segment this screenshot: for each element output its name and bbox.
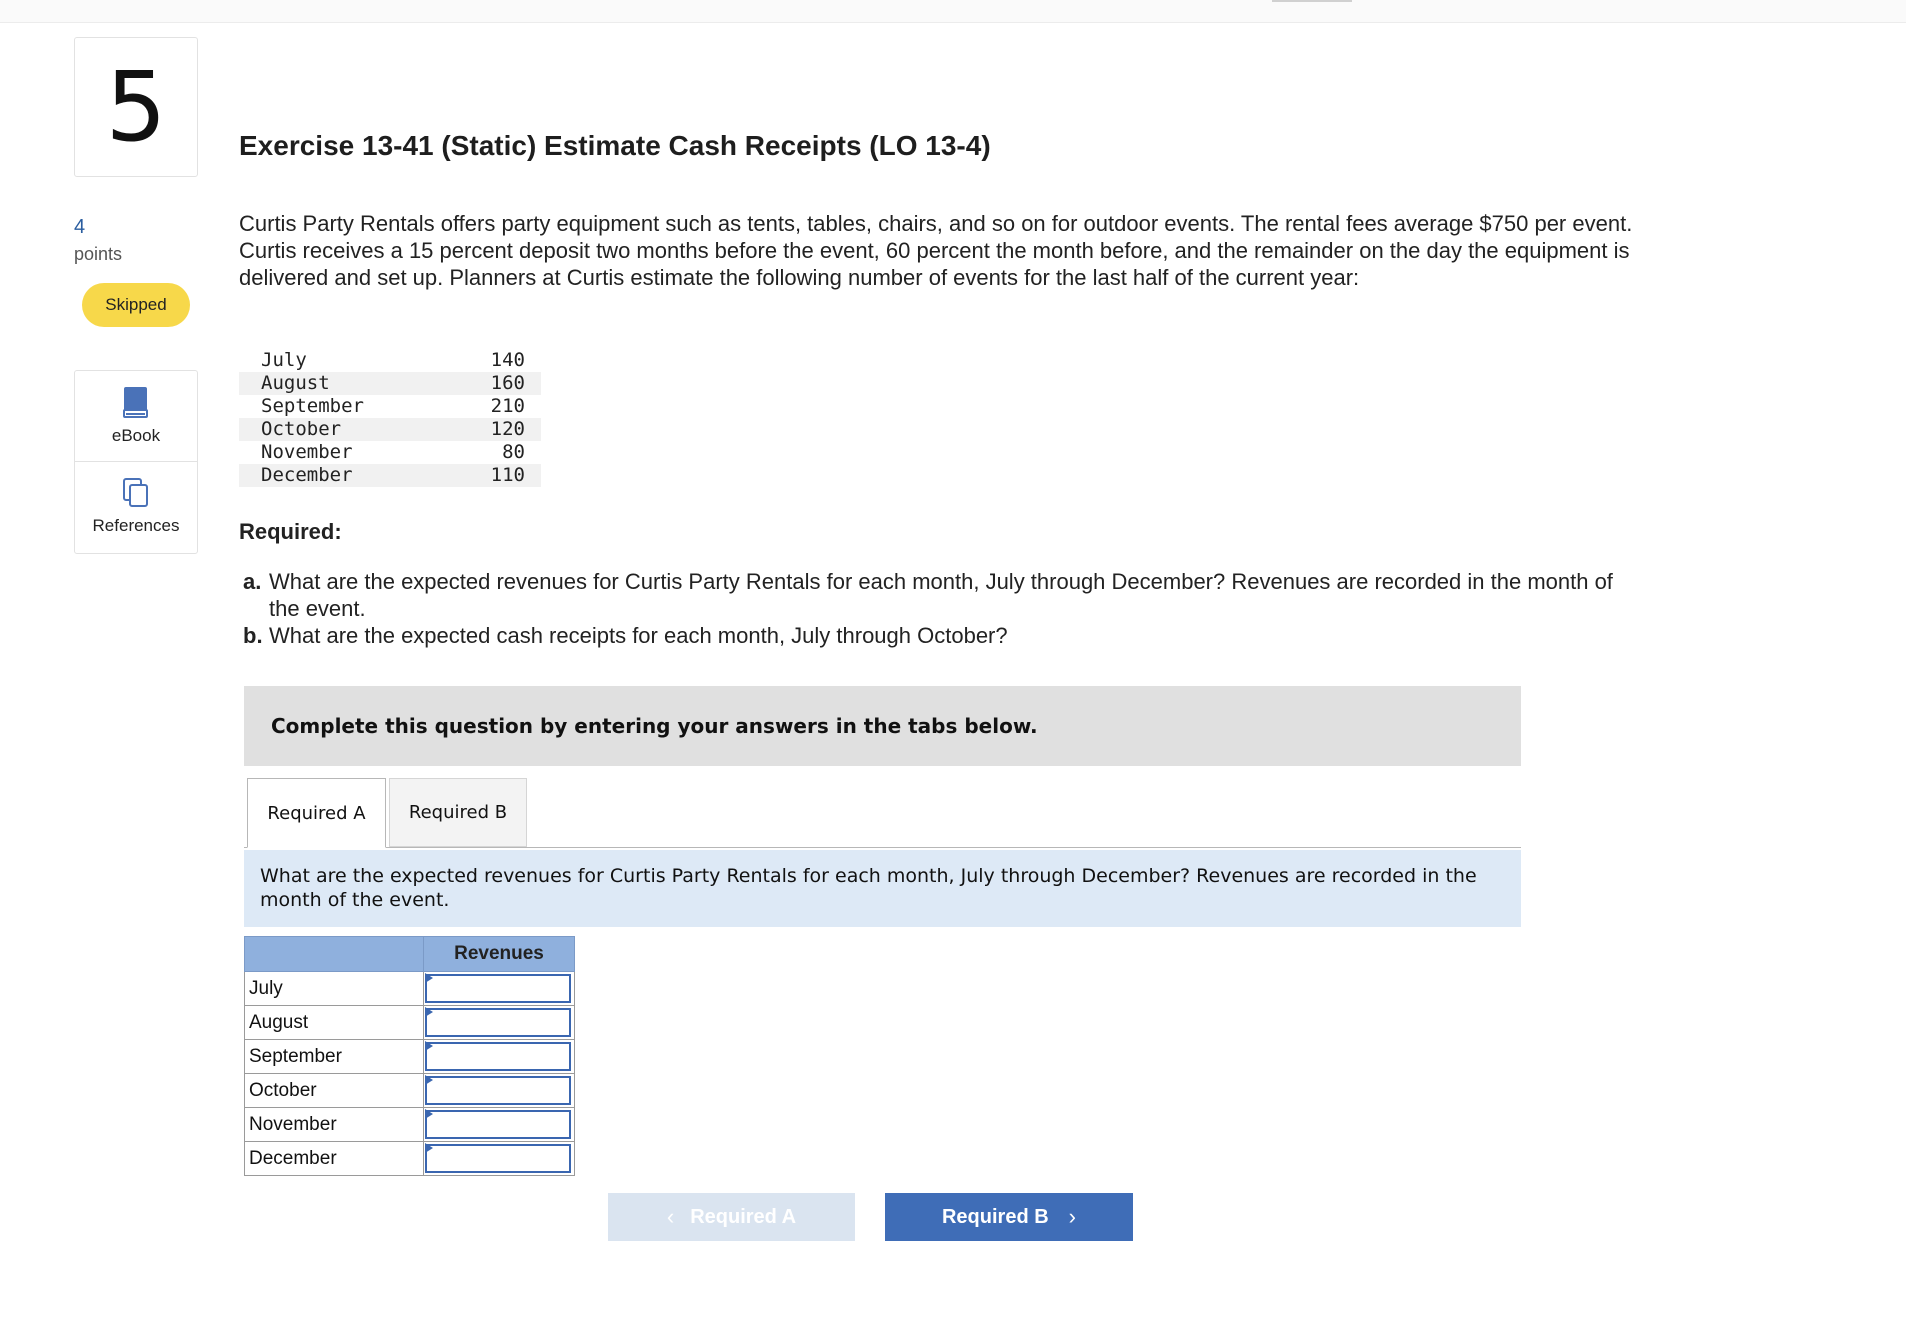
status-badge: Skipped — [82, 283, 190, 327]
tools-panel — [74, 370, 198, 554]
next-button-label: Required B — [941, 1205, 1049, 1228]
table-row — [245, 1040, 575, 1074]
chevron-left-icon: ‹ — [666, 1204, 675, 1229]
cell-marker-icon — [425, 1109, 433, 1119]
ebook-button[interactable] — [75, 371, 197, 462]
problem-description: Curtis Party Rentals offers party equipment such as tents, tables, chairs, and so on for outdoor events. The rental fees average $750 per event. Curtis receives a 15 percent deposit two months before the event, 60 percent the month before, and the remainder on the day the equipment is delivered and set up. Planners at Curtis estimate the following number of events for the last half of the current year: — [239, 211, 1633, 290]
table-row — [245, 972, 575, 1006]
requirement-text: What are the expected revenues for Curtis Party Rentals for each month, July through December? Revenues are recorded in the month of the event. — [269, 569, 1613, 621]
events-row — [239, 349, 541, 372]
revenue-input[interactable] — [425, 1008, 571, 1037]
table-row — [245, 1074, 575, 1108]
points-value: 4 — [74, 216, 86, 238]
references-button[interactable] — [75, 462, 197, 552]
events-row — [239, 441, 541, 464]
events-row — [239, 395, 541, 418]
question-number: 5 — [74, 37, 198, 177]
requirement-label: a. — [243, 569, 262, 594]
requirement-b — [243, 622, 1643, 649]
revenue-input[interactable] — [425, 1076, 571, 1105]
event-month: August — [239, 372, 454, 395]
table-row — [245, 1108, 575, 1142]
row-month-label: December — [245, 1142, 424, 1176]
top-bar-indicator — [1272, 0, 1352, 2]
event-count: 120 — [454, 418, 541, 441]
requirement-text: What are the expected cash receipts for each month, July through October? — [269, 623, 1008, 648]
points-label: points — [74, 244, 123, 264]
revenue-input[interactable] — [425, 1144, 571, 1173]
row-month-label: November — [245, 1108, 424, 1142]
event-month: July — [261, 349, 307, 371]
chevron-right-icon: › — [1068, 1204, 1076, 1229]
event-month: October — [239, 418, 454, 441]
events-row — [239, 372, 541, 395]
table-header-blank — [245, 937, 424, 972]
events-row — [239, 464, 541, 487]
table-row — [245, 1006, 575, 1040]
row-month-label: September — [245, 1040, 424, 1074]
prev-required-button[interactable] — [608, 1193, 855, 1241]
revenue-cell — [424, 1108, 575, 1142]
cell-marker-icon — [425, 1075, 433, 1085]
prev-button-label: Required A — [690, 1205, 797, 1228]
copy-icon — [123, 478, 149, 508]
event-count: 210 — [490, 395, 525, 417]
event-month: September — [261, 395, 364, 417]
revenue-cell — [424, 1006, 575, 1040]
tab-prompt: What are the expected revenues for Curtis Party Rentals for each month, July through December? Revenues are recorded in the month of the event. — [244, 850, 1521, 927]
event-count: 80 — [502, 441, 525, 463]
cell-marker-icon — [425, 1007, 433, 1017]
row-month-label: October — [245, 1074, 424, 1108]
revenue-input[interactable] — [425, 1042, 571, 1071]
event-count: 110 — [454, 464, 541, 487]
revenue-input[interactable] — [425, 974, 571, 1003]
cell-marker-icon — [425, 1041, 433, 1051]
event-month: November — [261, 441, 353, 463]
events-table — [239, 349, 541, 487]
revenues-column-header: Revenues — [424, 937, 575, 972]
requirements-list — [243, 568, 1643, 649]
instructions-banner: Complete this question by entering your answers in the tabs below. — [244, 686, 1521, 766]
row-month-label: July — [245, 972, 424, 1006]
tab-required-b[interactable]: Required B — [389, 778, 527, 847]
required-heading: Required: — [239, 519, 342, 544]
next-required-button[interactable] — [885, 1193, 1133, 1241]
book-icon — [123, 386, 149, 418]
requirement-label: b. — [243, 623, 263, 648]
revenue-cell — [424, 1074, 575, 1108]
event-month: December — [239, 464, 454, 487]
tabs-divider — [244, 847, 1521, 848]
revenue-cell — [424, 1142, 575, 1176]
table-row — [245, 1142, 575, 1176]
event-count: 160 — [454, 372, 541, 395]
exercise-title: Exercise 13-41 (Static) Estimate Cash Receipts (LO 13-4) — [239, 130, 991, 161]
row-month-label: August — [245, 1006, 424, 1040]
events-row — [239, 418, 541, 441]
event-count: 140 — [490, 349, 525, 371]
ebook-label: eBook — [111, 426, 161, 445]
tab-required-a[interactable]: Required A — [247, 778, 386, 848]
revenues-table — [244, 936, 575, 1176]
revenue-input[interactable] — [425, 1110, 571, 1139]
revenue-cell — [424, 972, 575, 1006]
revenue-cell — [424, 1040, 575, 1074]
cell-marker-icon — [425, 1143, 433, 1153]
cell-marker-icon — [425, 973, 433, 983]
references-label: References — [92, 516, 180, 535]
top-bar — [0, 0, 1906, 23]
requirement-a — [243, 568, 1643, 622]
